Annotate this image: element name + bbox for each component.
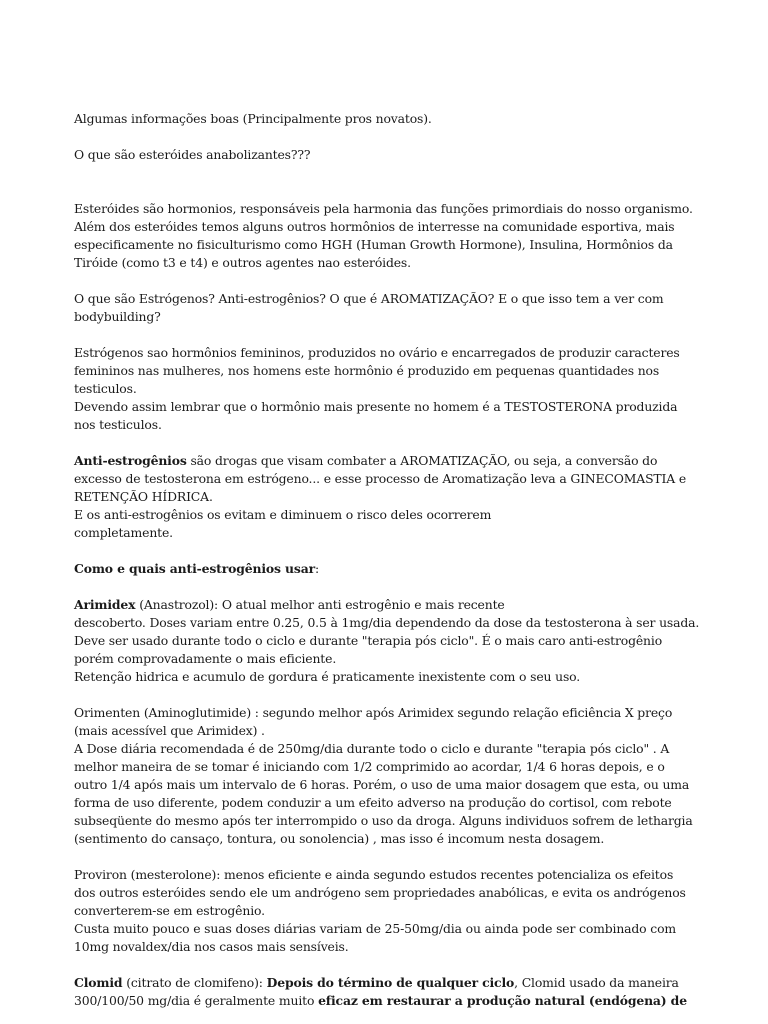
arimidex-term: Arimidex xyxy=(74,597,136,612)
anti-estrogens-term: Anti-estrogênios xyxy=(74,453,187,468)
paragraph-clomid: Clomid (citrato de clomifeno): Depois do término de qualquer ciclo, Clomid usado da maneira 300/100/50 mg/dia é geralmente muito eficaz em restaurar a produção natural (endógena) de xyxy=(74,975,687,1008)
document-page xyxy=(74,110,704,1010)
intro-line: Algumas informações boas (Principalmente pros novatos). xyxy=(74,111,432,126)
paragraph-arimidex: Arimidex (Anastrozol): O atual melhor anti estrogênio e mais recente descoberto. Doses variam entre 0.25, 0.5 à 1mg/dia dependendo da dose da testosterona à ser usada. Deve ser usado durante todo o ciclo e durante "terapia pós ciclo". É o mais caro anti-estrogênio porém comprovadamente o mais eficiente. Retenção hidrica e acumulo de gordura é praticamente inexistente com o seu uso. xyxy=(74,597,700,684)
clomid-term: Clomid xyxy=(74,975,123,990)
paragraph-proviron: Proviron (mesterolone): menos eficiente e ainda segundo estudos recentes potencializa os efeitos dos outros esteróides sendo ele um andrógeno sem propriedades anabólicas, e evita os andrógenos converterem-se em estrogênio. Custa muito pouco e suas doses diárias variam de 25-50mg/dia ou ainda pode ser combinado com 10mg novaldex/dia nos casos mais sensíveis. xyxy=(74,867,686,954)
paragraph-orimenten: Orimenten (Aminoglutimide) : segundo melhor após Arimidex segundo relação eficiência X preço (mais acessível que Arimidex) . A Dose diária recomendada é de 250mg/dia durante todo o ciclo e durante "terapia pós ciclo" . A melhor maneira de se tomar é iniciando com 1/2 comprimido ao acordar, 1/4 6 horas depois, e o outro 1/4 após mais um intervalo de 6 horas. Porém, o uso de uma maior dosagem que esta, ou uma forma de uso diferente, podem conduzir a um efeito adverso na produção do cortisol, com rebote subseqüente do mesmo após ter interrompido o uso da droga. Alguns individuos sofrem de lethargia (sentimento do cansaço, tontura, ou sonolencia) , mas isso é incomum nesta dosagem. xyxy=(74,705,693,846)
question-steroids: O que são esteróides anabolizantes??? xyxy=(74,147,311,162)
paragraph-steroids: Esteróides são hormonios, responsáveis pela harmonia das funções primordiais do nosso organismo. Além dos esteróides temos alguns outros hormônios de interresse na comunidade esportiva, mais especificamente no fisiculturismo como HGH (Human Growth Hormone), Insulina, Hormônios da Tiróide (como t3 e t4) e outros agentes nao esteróides. xyxy=(74,201,693,270)
question-estrogens: O que são Estrógenos? Anti-estrogênios? O que é AROMATIZAÇÃO? E o que isso tem a ver com bodybuilding? xyxy=(74,291,664,324)
paragraph-anti-estrogens: Anti-estrogênios são drogas que visam combater a AROMATIZAÇÃO, ou seja, a conversão do excesso de testosterona em estrógeno... e esse processo de Aromatização leva a GINECOMASTIA e RETENÇÃO HÍDRICA. E os anti-estrogênios os evitam e diminuem o risco deles ocorrerem completamente. xyxy=(74,453,687,540)
paragraph-estrogens: Estrógenos sao hormônios femininos, produzidos no ovário e encarregados de produzir caracteres femininos nas mulheres, nos homens este hormônio é produzido em pequenas quantidades nos testiculos. Devendo assim lembrar que o hormônio mais presente no homem é a TESTOSTERONA produzida nos testiculos. xyxy=(74,345,680,432)
heading-how-to-use: Como e quais anti-estrogênios usar: xyxy=(74,561,319,576)
